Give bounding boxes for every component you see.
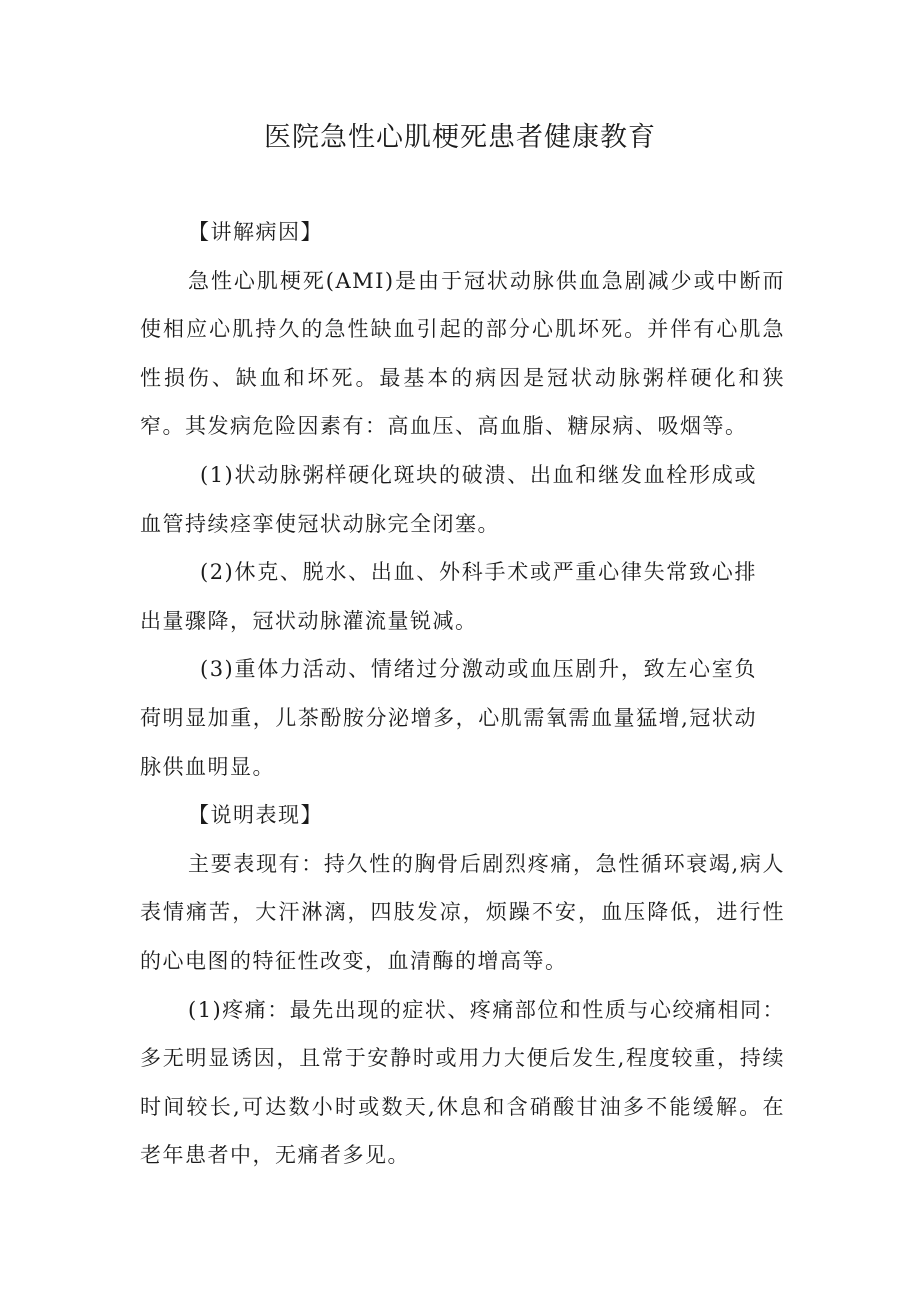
section-symptoms <box>140 791 785 1180</box>
document-body <box>140 208 785 1180</box>
symptoms-intro-paragraph: 主要表现有：持久性的胸骨后剧烈疼痛，急性循环衰竭,病人表情痛苦，大汗淋漓，四肢发凉，烦躁不安，血压降低，进行性的心电图的特征性改变，血清酶的增高等。 <box>140 851 785 973</box>
cause-item-2: (2)休克、脱水、出血、外科手术或严重心律失常致心排出量骤降，冠状动脉灌流量锐减。 <box>140 560 757 633</box>
symptoms-item-1: (1)疼痛：最先出现的症状、疼痛部位和性质与心绞痛相同：多无明显诱因，且常于安静时或用力大便后发生,程度较重，持续时间较长,可达数小时或数天,休息和含硝酸甘油多不能缓解。在老年患者中，无痛者多见。 <box>140 997 785 1168</box>
section-heading-cause: 【讲解病因】 <box>188 220 323 244</box>
section-cause <box>140 208 785 791</box>
document-title: 医院急性心肌梗死患者健康教育 <box>264 122 656 153</box>
cause-item-1: (1)状动脉粥样硬化斑块的破溃、出血和继发血栓形成或血管持续痉挛使冠状动脉完全闭塞。 <box>140 462 757 536</box>
cause-intro-paragraph: 急性心肌梗死(AMI)是由于冠状动脉供血急剧减少或中断而使相应心肌持久的急性缺血引起的部分心肌坏死。并伴有心肌急性损伤、缺血和坏死。最基本的病因是冠状动脉粥样硬化和狭窄。其发病危险因素有：高血压、高血脂、糖尿病、吸烟等。 <box>140 268 785 439</box>
section-heading-symptoms: 【说明表现】 <box>188 803 323 828</box>
cause-item-3: (3)重体力活动、情绪过分激动或血压剧升，致左心室负荷明显加重，儿茶酚胺分泌增多，心肌需氧需血量猛增,冠状动脉供血明显。 <box>140 657 757 779</box>
